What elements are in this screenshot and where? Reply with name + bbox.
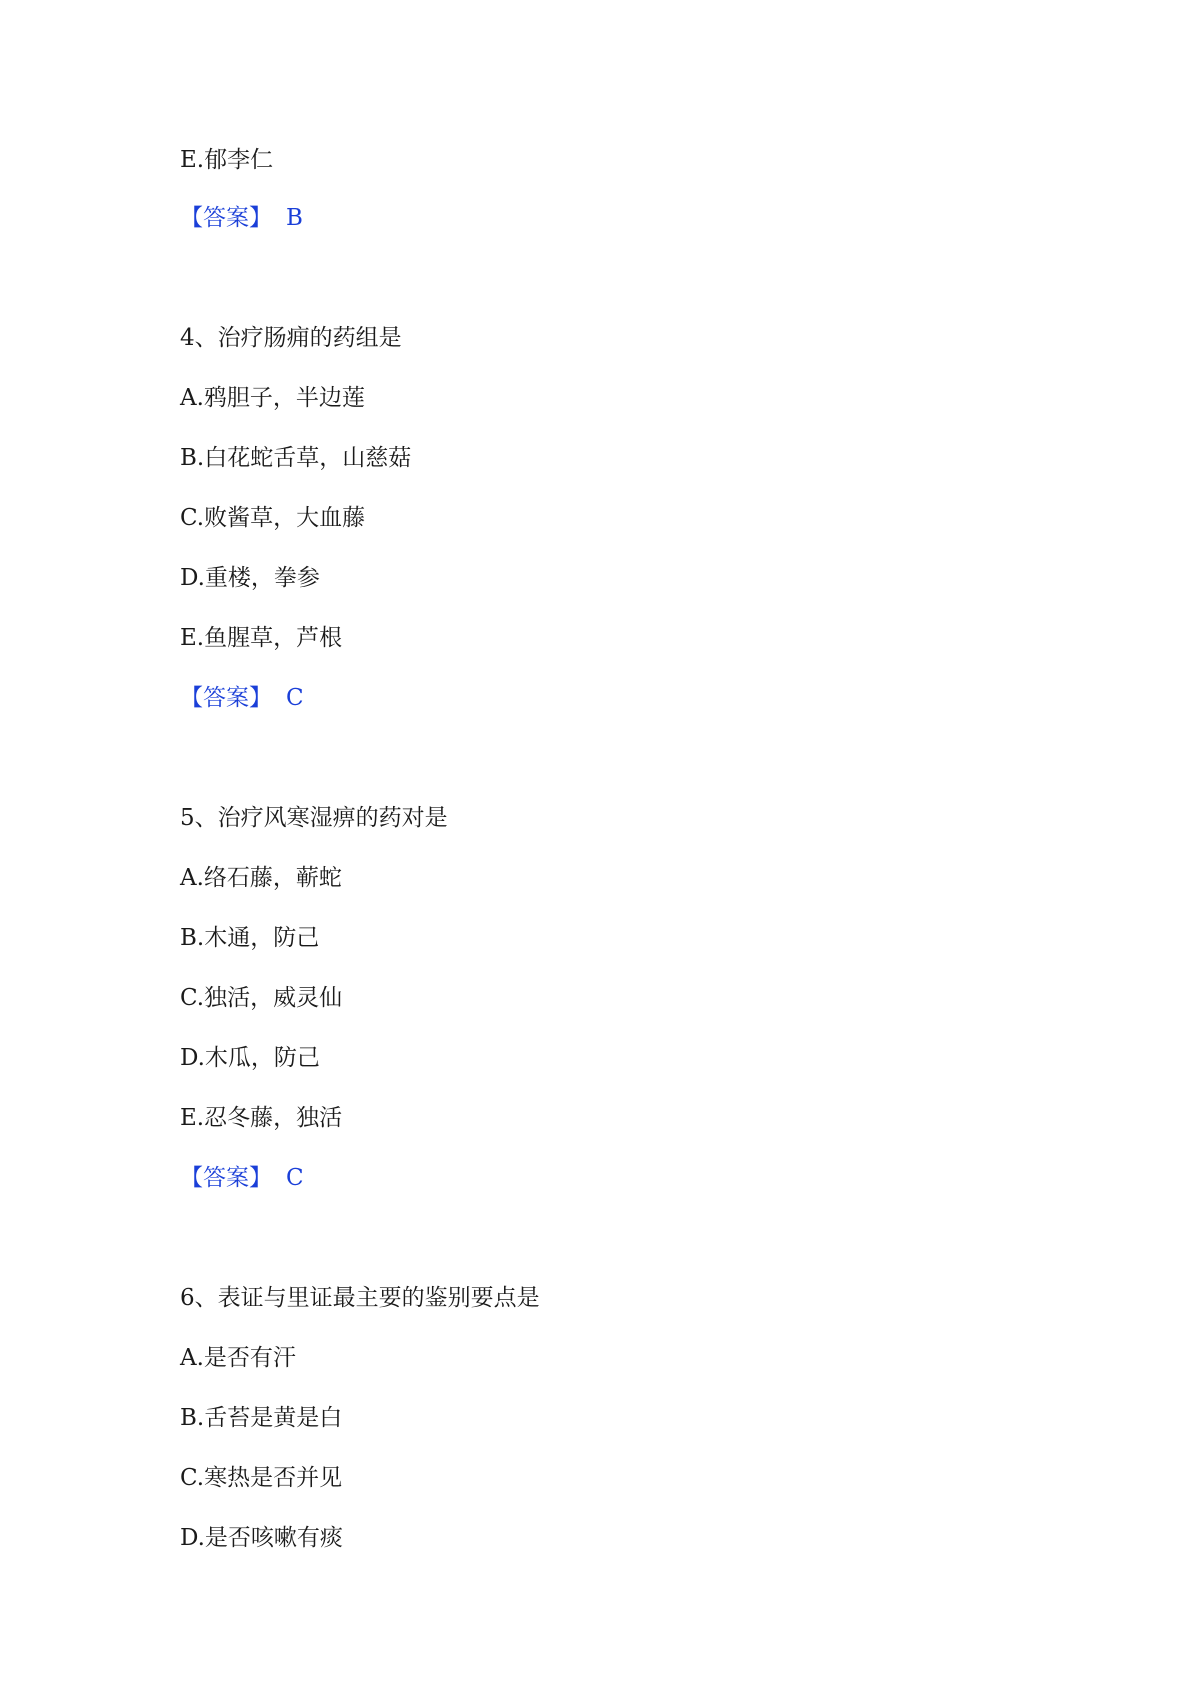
- question-stem: 4、治疗肠痈的药组是: [180, 325, 402, 351]
- option-d: D.是否咳嗽有痰: [180, 1525, 343, 1551]
- option-e: E.忍冬藤，独活: [180, 1105, 343, 1131]
- option-c: C.败酱草，大血藤: [180, 505, 366, 531]
- option-a: A.络石藤，蕲蛇: [180, 865, 342, 891]
- option-a: A.鸦胆子，半边莲: [180, 385, 365, 411]
- option-b: B.舌苔是黄是白: [180, 1405, 343, 1431]
- option-e: E.鱼腥草，芦根: [180, 625, 343, 651]
- answer-label: 【答案】: [180, 205, 272, 231]
- option-d: D.重楼，拳参: [180, 565, 320, 591]
- answer-value: C: [286, 685, 304, 711]
- option-e: E.郁李仁: [180, 147, 274, 173]
- option-c: C.寒热是否并见: [180, 1465, 343, 1491]
- question-stem: 5、治疗风寒湿痹的药对是: [180, 805, 448, 831]
- answer-line: [180, 683, 304, 713]
- answer-label: 【答案】: [180, 685, 272, 711]
- answer-value: B: [286, 205, 303, 231]
- option-d: D.木瓜，防己: [180, 1045, 320, 1071]
- option-b: B.白花蛇舌草，山慈菇: [180, 445, 412, 471]
- answer-value: C: [286, 1165, 304, 1191]
- answer-line: [180, 1163, 304, 1193]
- option-a: A.是否有汗: [180, 1345, 296, 1371]
- option-b: B.木通，防己: [180, 925, 320, 951]
- answer-line: [180, 203, 303, 233]
- answer-label: 【答案】: [180, 1165, 272, 1191]
- question-stem: 6、表证与里证最主要的鉴别要点是: [180, 1285, 540, 1311]
- option-c: C.独活，威灵仙: [180, 985, 343, 1011]
